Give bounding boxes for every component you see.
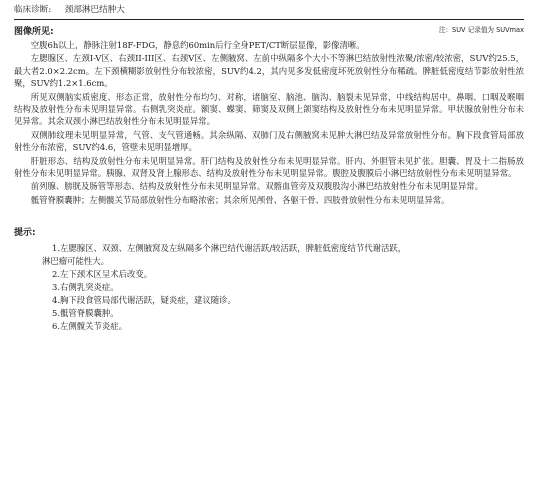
impression-item-text: 1.左腮腺区、双颈、左侧腋窝及左纵隔多个淋巴结代谢活跃/较活跃，脾脏低密度结节代谢活跃， (52, 243, 407, 254)
findings-paragraph: 双侧肺纹理未见明显异常，气管、支气管通畅。其余纵隔、双肺门及右侧腋窝未见肿大淋巴结及异常放射性分布。胸下段食管局部放射性分布浓密，SUV约4.6，管壁未见明显增厚。 (14, 129, 524, 153)
clinical-diagnosis-label: 临床诊断: (14, 5, 52, 15)
impression-item (52, 307, 524, 320)
findings-paragraph: 左腮腺区、左颈I-V区、右颈II-III区、右颈V区、左侧腋窝、左前中纵隔多个大小不等淋巴结放射性浓聚/浓密/较浓密，SUV约25.5，最大者2.0×2.2cm。左下颈横糊影放射性分布较浓密，SUV约4.2，其内见多发低密度坏死放射性分布稀疏。脾脏低密度结节影放射性浓聚，SUV约1.2×1.6cm。 (14, 53, 524, 89)
impression-list (14, 242, 524, 333)
impression-item-text: 4.胸下段食管局部代谢活跃，疑炎症，建议随诊。 (52, 295, 236, 306)
impression-item (52, 294, 524, 307)
findings-body (14, 39, 524, 206)
findings-paragraph: 骶管脊膜囊肿；左侧髋关节局部放射性分布略浓密；其余所见颅骨、各躯干骨、四肢骨放射性分布未见明显异常。 (30, 194, 450, 205)
suv-note: 注：SUV 记录值为 SUVmax (438, 26, 524, 34)
impression-item (52, 281, 524, 294)
impression-item-text: 5.骶管脊膜囊肿。 (52, 308, 119, 319)
findings-paragraph: 前列腺、膀胱及肠管等形态、结构及放射性分布未见明显异常。双髂血管旁及双腹股沟小淋巴结放射性分布未见明显异常。 (30, 181, 484, 192)
clinical-diagnosis-value: 颈部淋巴结肿大 (64, 5, 125, 15)
impression-item (42, 242, 524, 268)
impression-item-text: 2.左下颈术区呈术后改变。 (52, 269, 153, 280)
impression-item (52, 320, 524, 333)
impression-item-text: 3.右侧乳突炎症。 (52, 282, 119, 293)
findings-title: 图像所见: (14, 27, 54, 37)
impression-item (52, 268, 524, 281)
findings-header (14, 23, 524, 39)
findings-paragraph: 肝脏形态、结构及放射性分布未见明显异常。肝门结构及放射性分布未见明显异常。肝内、外胆管未见扩张。胆囊、胃及十二指肠放射性分布未见明显异常。胰腺、双肾及肾上腺形态、结构及放射性分布未见明显异常。腹腔及腹膜后小淋巴结放射性分布未见明显异常。 (14, 155, 524, 179)
findings-paragraph: 所见双侧脑实质密度、形态正常，放射性分布均匀、对称，诸脑室、脑池、脑沟、脑裂未见异常，中线结构居中。鼻咽、口咽及喉咽结构及放射性分布未见明显异常。右侧乳突炎症。额窦、蝶窦、筛窦及双侧上颌窦结构及放射性分布未见明显异常。甲状腺放射性分布未见异常。其余双颈小淋巴结放射性分布未见明显异常。 (14, 91, 524, 127)
impression-item-continuation: 淋巴瘤可能性大。 (42, 256, 109, 267)
findings-paragraph: 空腹6h以上，静脉注射18F-FDG，静息约60min后行全身PET/CT断层显像，影像清晰。 (30, 40, 365, 50)
impression-item-text: 6.左侧髋关节炎症。 (52, 321, 127, 332)
impression-title: 提示: (14, 228, 36, 239)
clinical-diagnosis-row (14, 0, 524, 20)
